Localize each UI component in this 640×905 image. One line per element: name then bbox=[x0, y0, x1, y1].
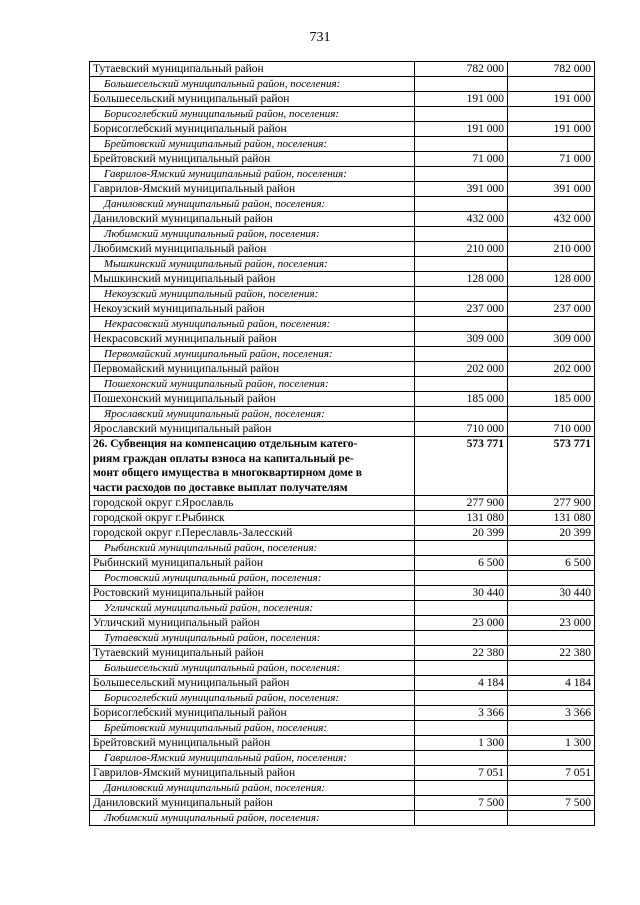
row-value-2: 309 000 bbox=[508, 332, 595, 347]
row-value-2: 128 000 bbox=[508, 272, 595, 287]
section-title bbox=[90, 437, 415, 496]
row-name: Даниловский муниципальный район bbox=[90, 796, 415, 811]
row-value-1: 710 000 bbox=[415, 422, 508, 437]
row-name: Ярославский муниципальный район bbox=[90, 422, 415, 437]
row-value-1: 7 500 bbox=[415, 796, 508, 811]
row-name: Некоузский муниципальный район bbox=[90, 302, 415, 317]
subheader-label: Тутаевский муниципальный район, поселения: bbox=[90, 631, 415, 646]
row-name: городской округ г.Переславль-Залесский bbox=[90, 526, 415, 541]
empty-cell bbox=[415, 407, 508, 422]
row-name: Гаврилов-Ямский муниципальный район bbox=[90, 766, 415, 781]
empty-cell bbox=[508, 721, 595, 736]
subheader-label: Пошехонский муниципальный район, поселения: bbox=[90, 377, 415, 392]
subheader-label: Ростовский муниципальный район, поселения: bbox=[90, 571, 415, 586]
row-name: Большесельский муниципальный район bbox=[90, 92, 415, 107]
empty-cell bbox=[508, 691, 595, 706]
empty-cell bbox=[415, 811, 508, 826]
row-value-2: 22 380 bbox=[508, 646, 595, 661]
section-26 bbox=[90, 437, 595, 496]
subheader-label: Рыбинский муниципальный район, поселения: bbox=[90, 541, 415, 556]
table-body-top bbox=[90, 62, 595, 437]
subheader-row bbox=[90, 751, 595, 766]
table-row bbox=[90, 736, 595, 751]
empty-cell bbox=[415, 631, 508, 646]
empty-cell bbox=[415, 257, 508, 272]
subheader-row bbox=[90, 167, 595, 182]
section-value-2: 573 771 bbox=[508, 437, 595, 496]
section-title-line: части расходов по доставке выплат получателям bbox=[93, 481, 348, 494]
subheader-row bbox=[90, 691, 595, 706]
row-value-2: 185 000 bbox=[508, 392, 595, 407]
page-number: 731 bbox=[309, 30, 331, 45]
subheader-row bbox=[90, 197, 595, 212]
empty-cell bbox=[508, 631, 595, 646]
table-row bbox=[90, 676, 595, 691]
table-row bbox=[90, 212, 595, 227]
empty-cell bbox=[508, 137, 595, 152]
empty-cell bbox=[508, 227, 595, 242]
table-row bbox=[90, 422, 595, 437]
subheader-label: Гаврилов-Ямский муниципальный район, поселения: bbox=[90, 167, 415, 182]
row-value-2: 202 000 bbox=[508, 362, 595, 377]
row-value-2: 391 000 bbox=[508, 182, 595, 197]
row-value-2: 210 000 bbox=[508, 242, 595, 257]
empty-cell bbox=[415, 571, 508, 586]
row-value-1: 6 500 bbox=[415, 556, 508, 571]
table-row bbox=[90, 152, 595, 167]
row-value-1: 391 000 bbox=[415, 182, 508, 197]
row-value-2: 277 900 bbox=[508, 496, 595, 511]
row-name: Брейтовский муниципальный район bbox=[90, 152, 415, 167]
budget-table bbox=[89, 61, 595, 826]
subheader-row bbox=[90, 811, 595, 826]
row-value-2: 191 000 bbox=[508, 92, 595, 107]
subheader-label: Мышкинский муниципальный район, поселения: bbox=[90, 257, 415, 272]
row-value-1: 30 440 bbox=[415, 586, 508, 601]
subheader-row bbox=[90, 661, 595, 676]
empty-cell bbox=[508, 811, 595, 826]
empty-cell bbox=[508, 781, 595, 796]
empty-cell bbox=[415, 197, 508, 212]
section-header-row bbox=[90, 437, 595, 496]
empty-cell bbox=[508, 377, 595, 392]
subheader-row bbox=[90, 541, 595, 556]
table-row bbox=[90, 122, 595, 137]
subheader-label: Любимский муниципальный район, поселения: bbox=[90, 811, 415, 826]
subheader-row bbox=[90, 347, 595, 362]
table-row bbox=[90, 332, 595, 347]
section-title-line: риям граждан оплаты взноса на капитальный ре- bbox=[93, 452, 354, 465]
empty-cell bbox=[508, 287, 595, 302]
empty-cell bbox=[508, 661, 595, 676]
row-name: Борисоглебский муниципальный район bbox=[90, 706, 415, 721]
row-value-1: 71 000 bbox=[415, 152, 508, 167]
table-row bbox=[90, 62, 595, 77]
subheader-row bbox=[90, 721, 595, 736]
empty-cell bbox=[508, 541, 595, 556]
row-value-2: 23 000 bbox=[508, 616, 595, 631]
row-value-2: 191 000 bbox=[508, 122, 595, 137]
row-value-1: 22 380 bbox=[415, 646, 508, 661]
empty-cell bbox=[415, 317, 508, 332]
row-name: Тутаевский муниципальный район bbox=[90, 646, 415, 661]
empty-cell bbox=[415, 751, 508, 766]
empty-cell bbox=[508, 571, 595, 586]
section-title-line: монт общего имущества в многоквартирном доме в bbox=[93, 467, 362, 480]
empty-cell bbox=[415, 661, 508, 676]
table-body-bottom bbox=[90, 496, 595, 826]
empty-cell bbox=[415, 167, 508, 182]
row-value-1: 128 000 bbox=[415, 272, 508, 287]
subheader-row bbox=[90, 227, 595, 242]
subheader-label: Большесельский муниципальный район, поселения: bbox=[90, 661, 415, 676]
empty-cell bbox=[415, 77, 508, 92]
row-value-1: 23 000 bbox=[415, 616, 508, 631]
empty-cell bbox=[415, 721, 508, 736]
empty-cell bbox=[508, 601, 595, 616]
subheader-label: Брейтовский муниципальный район, поселения: bbox=[90, 721, 415, 736]
row-value-1: 210 000 bbox=[415, 242, 508, 257]
subheader-row bbox=[90, 377, 595, 392]
subheader-label: Некоузский муниципальный район, поселения: bbox=[90, 287, 415, 302]
row-value-2: 710 000 bbox=[508, 422, 595, 437]
empty-cell bbox=[508, 77, 595, 92]
subheader-row bbox=[90, 781, 595, 796]
subheader-label: Гаврилов-Ямский муниципальный район, поселения: bbox=[90, 751, 415, 766]
empty-cell bbox=[415, 347, 508, 362]
empty-cell bbox=[508, 317, 595, 332]
row-name: Ростовский муниципальный район bbox=[90, 586, 415, 601]
row-value-2: 71 000 bbox=[508, 152, 595, 167]
empty-cell bbox=[508, 257, 595, 272]
row-value-1: 20 399 bbox=[415, 526, 508, 541]
table-row bbox=[90, 92, 595, 107]
empty-cell bbox=[508, 167, 595, 182]
row-value-1: 309 000 bbox=[415, 332, 508, 347]
row-name: Мышкинский муниципальный район bbox=[90, 272, 415, 287]
row-name: Даниловский муниципальный район bbox=[90, 212, 415, 227]
empty-cell bbox=[508, 197, 595, 212]
table-row bbox=[90, 586, 595, 601]
subheader-row bbox=[90, 601, 595, 616]
row-value-1: 1 300 bbox=[415, 736, 508, 751]
row-name: Тутаевский муниципальный район bbox=[90, 62, 415, 77]
row-name: городской округ г.Ярославль bbox=[90, 496, 415, 511]
row-value-2: 6 500 bbox=[508, 556, 595, 571]
subheader-label: Любимский муниципальный район, поселения: bbox=[90, 227, 415, 242]
row-name: Первомайский муниципальный район bbox=[90, 362, 415, 377]
row-value-1: 202 000 bbox=[415, 362, 508, 377]
row-name: Угличский муниципальный район bbox=[90, 616, 415, 631]
row-name: Большесельский муниципальный район bbox=[90, 676, 415, 691]
row-value-2: 30 440 bbox=[508, 586, 595, 601]
row-value-1: 237 000 bbox=[415, 302, 508, 317]
row-name: Любимский муниципальный район bbox=[90, 242, 415, 257]
row-value-2: 432 000 bbox=[508, 212, 595, 227]
subheader-row bbox=[90, 407, 595, 422]
row-value-1: 3 366 bbox=[415, 706, 508, 721]
subheader-row bbox=[90, 77, 595, 92]
subheader-label: Даниловский муниципальный район, поселения: bbox=[90, 197, 415, 212]
empty-cell bbox=[415, 227, 508, 242]
empty-cell bbox=[415, 377, 508, 392]
table-row bbox=[90, 392, 595, 407]
row-value-2: 4 184 bbox=[508, 676, 595, 691]
row-value-2: 7 500 bbox=[508, 796, 595, 811]
empty-cell bbox=[415, 781, 508, 796]
empty-cell bbox=[508, 751, 595, 766]
row-value-2: 131 080 bbox=[508, 511, 595, 526]
empty-cell bbox=[415, 107, 508, 122]
subheader-label: Борисоглебский муниципальный район, поселения: bbox=[90, 691, 415, 706]
subheader-label: Угличский муниципальный район, поселения: bbox=[90, 601, 415, 616]
subheader-row bbox=[90, 631, 595, 646]
empty-cell bbox=[415, 601, 508, 616]
row-value-1: 4 184 bbox=[415, 676, 508, 691]
subheader-label: Первомайский муниципальный район, поселения: bbox=[90, 347, 415, 362]
row-value-1: 432 000 bbox=[415, 212, 508, 227]
row-name: Гаврилов-Ямский муниципальный район bbox=[90, 182, 415, 197]
row-value-2: 7 051 bbox=[508, 766, 595, 781]
row-name: Пошехонский муниципальный район bbox=[90, 392, 415, 407]
row-name: Брейтовский муниципальный район bbox=[90, 736, 415, 751]
empty-cell bbox=[415, 137, 508, 152]
row-value-1: 191 000 bbox=[415, 122, 508, 137]
section-title-line: 26. Субвенция на компенсацию отдельным катего- bbox=[93, 438, 358, 450]
table-row bbox=[90, 616, 595, 631]
row-value-1: 277 900 bbox=[415, 496, 508, 511]
empty-cell bbox=[415, 541, 508, 556]
subheader-row bbox=[90, 137, 595, 152]
table-row bbox=[90, 496, 595, 511]
subheader-label: Некрасовский муниципальный район, поселения: bbox=[90, 317, 415, 332]
subheader-row bbox=[90, 571, 595, 586]
row-name: Рыбинский муниципальный район bbox=[90, 556, 415, 571]
empty-cell bbox=[415, 287, 508, 302]
subheader-label: Борисоглебский муниципальный район, поселения: bbox=[90, 107, 415, 122]
table-row bbox=[90, 556, 595, 571]
row-name: городской округ г.Рыбинск bbox=[90, 511, 415, 526]
row-value-1: 7 051 bbox=[415, 766, 508, 781]
table-row bbox=[90, 362, 595, 377]
table-row bbox=[90, 526, 595, 541]
row-value-2: 782 000 bbox=[508, 62, 595, 77]
table-row bbox=[90, 242, 595, 257]
table-row bbox=[90, 302, 595, 317]
row-value-2: 237 000 bbox=[508, 302, 595, 317]
empty-cell bbox=[415, 691, 508, 706]
row-value-1: 782 000 bbox=[415, 62, 508, 77]
table-row bbox=[90, 796, 595, 811]
row-value-2: 1 300 bbox=[508, 736, 595, 751]
row-name: Борисоглебский муниципальный район bbox=[90, 122, 415, 137]
row-value-1: 191 000 bbox=[415, 92, 508, 107]
subheader-label: Ярославский муниципальный район, поселения: bbox=[90, 407, 415, 422]
table-row bbox=[90, 272, 595, 287]
subheader-row bbox=[90, 257, 595, 272]
table-row bbox=[90, 182, 595, 197]
row-name: Некрасовский муниципальный район bbox=[90, 332, 415, 347]
table-row bbox=[90, 766, 595, 781]
row-value-2: 3 366 bbox=[508, 706, 595, 721]
subheader-label: Даниловский муниципальный район, поселения: bbox=[90, 781, 415, 796]
empty-cell bbox=[508, 347, 595, 362]
subheader-label: Брейтовский муниципальный район, поселения: bbox=[90, 137, 415, 152]
subheader-row bbox=[90, 317, 595, 332]
table-row bbox=[90, 511, 595, 526]
section-value-1: 573 771 bbox=[415, 437, 508, 496]
empty-cell bbox=[508, 407, 595, 422]
row-value-1: 185 000 bbox=[415, 392, 508, 407]
table-row bbox=[90, 646, 595, 661]
row-value-2: 20 399 bbox=[508, 526, 595, 541]
table-row bbox=[90, 706, 595, 721]
subheader-label: Большесельский муниципальный район, поселения: bbox=[90, 77, 415, 92]
row-value-1: 131 080 bbox=[415, 511, 508, 526]
empty-cell bbox=[508, 107, 595, 122]
subheader-row bbox=[90, 107, 595, 122]
subheader-row bbox=[90, 287, 595, 302]
